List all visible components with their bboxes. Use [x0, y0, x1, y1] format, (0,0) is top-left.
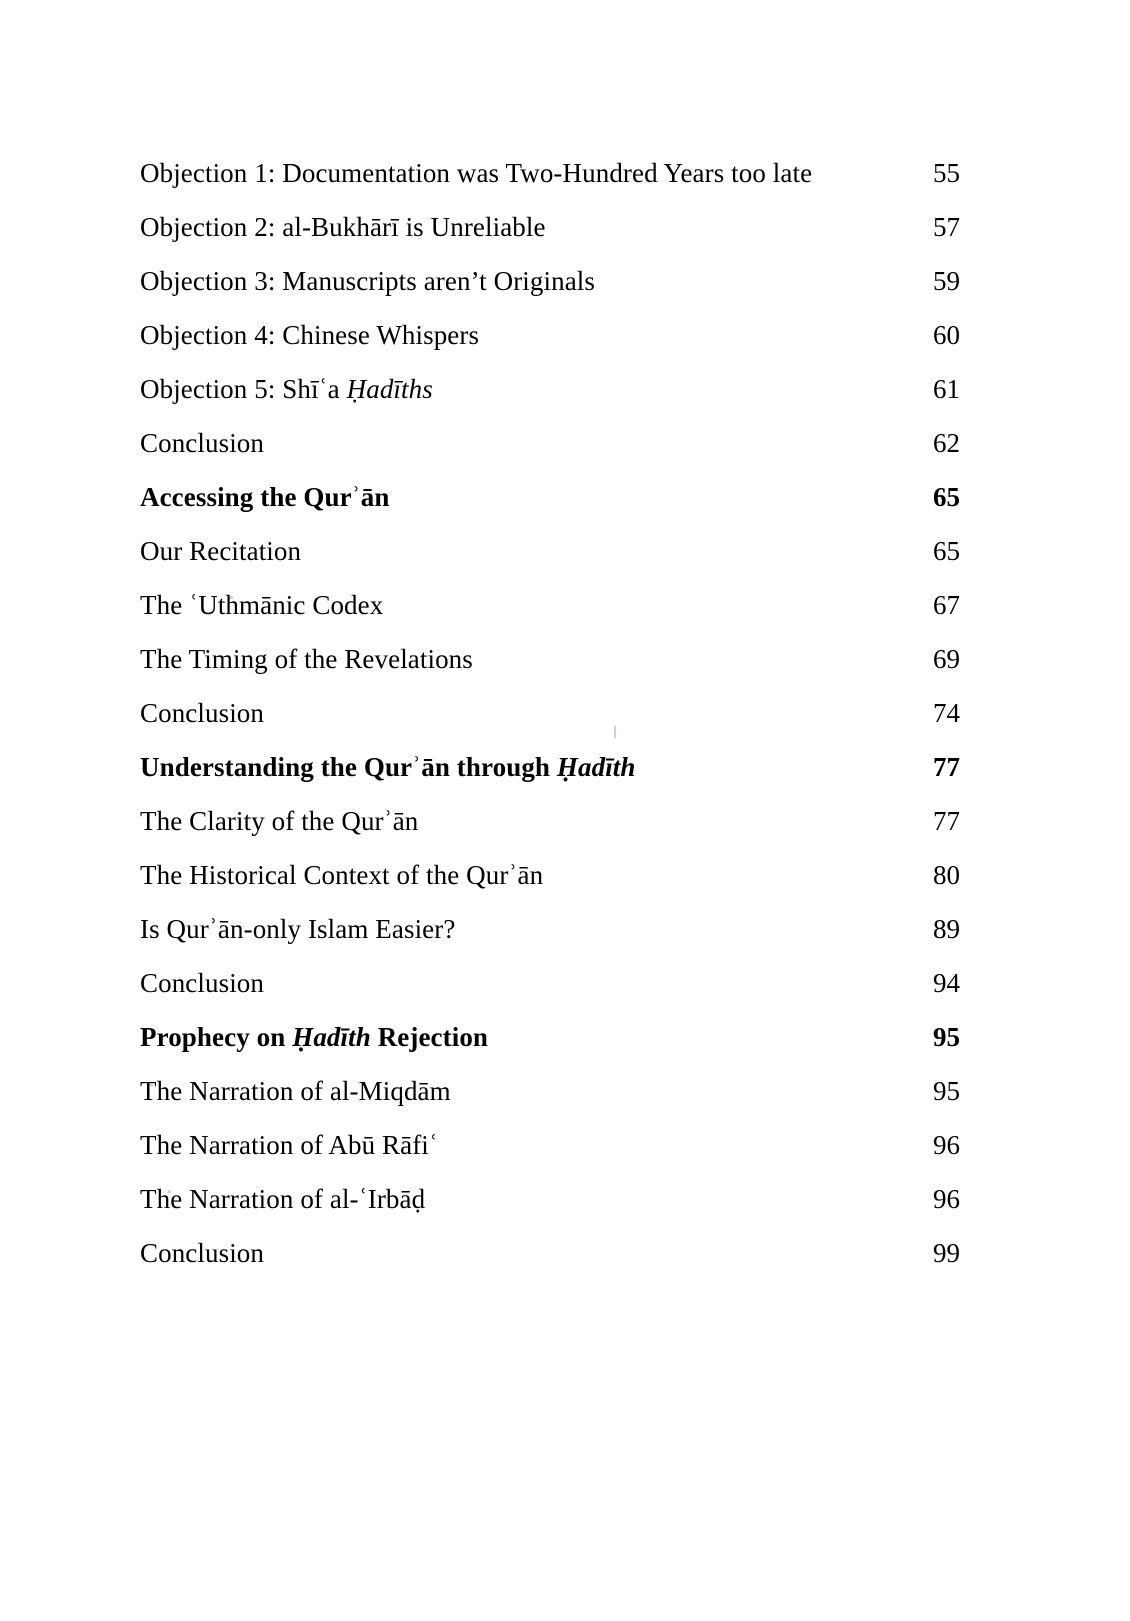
toc-title-italic: Ḥadīth — [292, 1022, 371, 1052]
toc-page-number: 95 — [933, 1076, 960, 1106]
toc-entry-row[interactable] — [140, 914, 995, 968]
toc-page-number: 80 — [933, 860, 960, 890]
toc-entry-row[interactable] — [140, 212, 995, 266]
toc-page-number: 57 — [933, 212, 960, 242]
toc-entry-title: Conclusion — [140, 968, 265, 998]
toc-title-text: Rejection — [370, 1022, 489, 1052]
toc-entry-title: Objection 3: Manuscripts aren’t Originals — [140, 266, 596, 296]
toc-page-number: 62 — [933, 428, 960, 458]
toc-section-row[interactable] — [140, 1022, 995, 1076]
toc-entry-row[interactable] — [140, 644, 995, 698]
toc-entry-title: The Timing of the Revelations — [140, 644, 473, 674]
toc-page-number: 89 — [933, 914, 960, 944]
toc-entry-row[interactable] — [140, 1076, 995, 1130]
toc-entry-title: The Clarity of the Qurʾān — [140, 806, 419, 836]
toc-entry-row[interactable] — [140, 158, 995, 212]
toc-entry-row[interactable] — [140, 590, 995, 644]
toc-title-text: Understanding the Qurʾān through — [140, 752, 557, 782]
toc-page-number: 59 — [933, 266, 960, 296]
toc-entry-title: The Historical Context of the Qurʾān — [140, 860, 544, 890]
toc-entry-row[interactable] — [140, 428, 995, 482]
toc-page-number: 96 — [933, 1184, 960, 1214]
toc-page-number: 65 — [933, 482, 960, 512]
toc-entry-title: Is Qurʾān-only Islam Easier? — [140, 914, 456, 944]
toc-entry-title: The Narration of Abū Rāfiʿ — [140, 1130, 439, 1160]
toc-entry-title: Conclusion — [140, 698, 265, 728]
toc-entry-title: Conclusion — [140, 1238, 265, 1268]
toc-page-number: 77 — [933, 752, 960, 782]
toc-entry-row[interactable] — [140, 374, 995, 428]
toc-entry-title — [140, 1022, 488, 1053]
toc-entry-title: Conclusion — [140, 428, 265, 458]
toc-entry-title — [140, 374, 433, 405]
toc-title-italic: Ḥadīth — [556, 752, 636, 782]
toc-entry-title: The ʿUthmānic Codex — [140, 590, 384, 620]
toc-section-row[interactable] — [140, 482, 995, 536]
toc-page-number: 99 — [933, 1238, 960, 1268]
toc-entry-row[interactable] — [140, 320, 995, 374]
toc-entry-title: The Narration of al-Miqdām — [140, 1076, 451, 1106]
toc-entry-row[interactable] — [140, 968, 995, 1022]
toc-entry-row[interactable] — [140, 1238, 995, 1292]
toc-page-number: 96 — [933, 1130, 960, 1160]
toc-entry-row[interactable] — [140, 266, 995, 320]
toc-entry-title: The Narration of al-ʿIrbāḍ — [140, 1184, 426, 1214]
toc-page-number: 69 — [933, 644, 960, 674]
toc-page-number: 65 — [933, 536, 960, 566]
toc-entry-row[interactable] — [140, 806, 995, 860]
toc-entry-title: Objection 2: al-Bukhārī is Unreliable — [140, 212, 546, 242]
toc-list — [140, 158, 995, 1292]
toc-entry-title — [140, 752, 636, 783]
toc-page-number: 67 — [933, 590, 960, 620]
toc-title-text: Objection 5: Shīʿa — [140, 374, 347, 404]
toc-entry-row[interactable] — [140, 1184, 995, 1238]
toc-page-number: 60 — [933, 320, 960, 350]
toc-page-number: 77 — [933, 806, 960, 836]
toc-page-number: 55 — [933, 158, 960, 188]
toc-page-number: 61 — [933, 374, 960, 404]
toc-entry-title: Objection 4: Chinese Whispers — [140, 320, 480, 350]
toc-entry-title: Objection 1: Documentation was Two-Hundred Years too late — [140, 158, 813, 188]
toc-page-number: 94 — [933, 968, 960, 998]
toc-page-number: 74 — [933, 698, 960, 728]
toc-page-number: 95 — [933, 1022, 960, 1052]
toc-title-text: Prophecy on — [140, 1022, 293, 1052]
toc-entry-title: Our Recitation — [140, 536, 302, 566]
toc-entry-title: Accessing the Qurʾān — [140, 482, 390, 512]
toc-section-row[interactable] — [140, 752, 995, 806]
toc-entry-row[interactable] — [140, 536, 995, 590]
toc-entry-row[interactable] — [140, 1130, 995, 1184]
toc-entry-row[interactable] — [140, 698, 995, 752]
toc-entry-row[interactable] — [140, 860, 995, 914]
toc-title-italic: Ḥadīths — [346, 374, 433, 404]
